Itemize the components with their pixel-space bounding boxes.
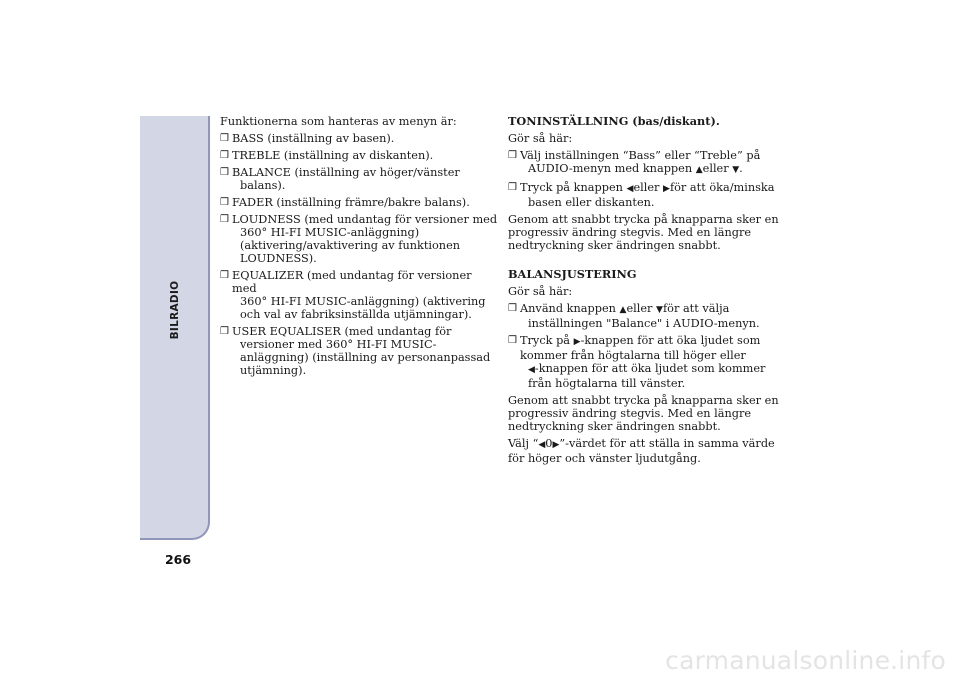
arrow-right-icon: ▶ [573,337,581,347]
balance-steps [508,302,786,390]
checkbox-bullet-icon: ❒ [220,326,229,337]
arrow-down-icon: ▼ [656,305,663,315]
page-number: 266 [164,552,192,567]
checkbox-bullet-icon: ❒ [508,303,517,314]
arrow-left-icon: ◀ [528,365,535,375]
tone-paragraph: Genom att snabbt trycka på knapparna sker en progressiv ändring stegvis. Med en längre nedtryckning sker ändringen snabbt. [508,213,779,252]
balance-heading: BALANSJUSTERING [508,267,637,281]
list-item: ❒ TREBLE (inställning av diskanten). [220,149,434,162]
checkbox-bullet-icon: ❒ [220,133,229,144]
section-label: BILRADIO [169,280,181,340]
balance-paragraph: Genom att snabbt trycka på knapparna sker en progressiv ändring stegvis. Med en längre nedtryckning sker ändringen snabbt. [508,394,779,433]
menu-functions-list [220,132,498,377]
checkbox-bullet-icon: ❒ [220,167,229,178]
arrow-right-icon: ▶ [663,184,670,194]
checkbox-bullet-icon: ❒ [220,270,229,281]
balance-final: Välj “◀0▶”-värdet för att ställa in samma värde för höger och vänster ljudutgång. [508,437,775,465]
arrow-up-icon: ▲ [695,165,703,175]
checkbox-bullet-icon: ❒ [220,150,229,161]
list-item: ❒ EQUALIZER (med undantag för versioner med 360° HI-FI MUSIC-anläggning) (aktivering och val av fabriksinställda utjämningar). [220,269,486,321]
right-column [508,115,786,469]
list-item: ❒ FADER (inställning främre/bakre balans). [220,196,470,209]
tone-how: Gör så här: [508,132,573,145]
list-item: ❒ USER EQUALISER (med undantag för versioner med 360° HI-FI MUSIC-anläggning) (inställning av personanpassad utjämning). [220,325,491,377]
list-item: ❒ BASS (inställning av basen). [220,132,395,145]
checkbox-bullet-icon: ❒ [508,182,517,193]
arrow-left-icon: ◀ [626,184,634,194]
list-item: ❒ Välj inställningen “Bass” eller “Treble” på AUDIO-menyn med knappen ▲eller ▼. [508,149,761,175]
checkbox-bullet-icon: ❒ [220,214,229,225]
arrow-down-icon: ▼ [732,165,740,175]
tone-heading: TONINSTÄLLNING (bas/diskant). [508,114,720,128]
list-item: ❒ Tryck på ▶-knappen för att öka ljudet som kommer från högtalarna till höger eller ◀-knappen för att öka ljudet som kommer från högtalarna till vänster. [508,334,766,390]
checkbox-bullet-icon: ❒ [508,335,517,346]
menu-intro: Funktionerna som hanteras av menyn är: [220,115,457,128]
watermark: carmanualsonline.info [665,646,946,675]
checkbox-bullet-icon: ❒ [220,197,229,208]
arrow-right-icon: ▶ [552,440,560,450]
arrow-up-icon: ▲ [619,305,627,315]
list-item: ❒ Använd knappen ▲eller ▼för att välja inställningen "Balance" i AUDIO-menyn. [508,302,760,330]
balance-how: Gör så här: [508,285,573,298]
arrow-left-icon: ◀ [538,440,546,450]
tone-steps [508,149,786,209]
list-item: ❒ Tryck på knappen ◀eller ▶för att öka/minska basen eller diskanten. [508,181,775,209]
left-column [220,115,498,381]
checkbox-bullet-icon: ❒ [508,150,517,161]
list-item: ❒ BALANCE (inställning av höger/vänster balans). [220,166,460,192]
list-item: ❒ LOUDNESS (med undantag för versioner med 360° HI-FI MUSIC-anläggning) (aktivering/avaktivering av funktionen LOUDNESS). [220,213,498,265]
